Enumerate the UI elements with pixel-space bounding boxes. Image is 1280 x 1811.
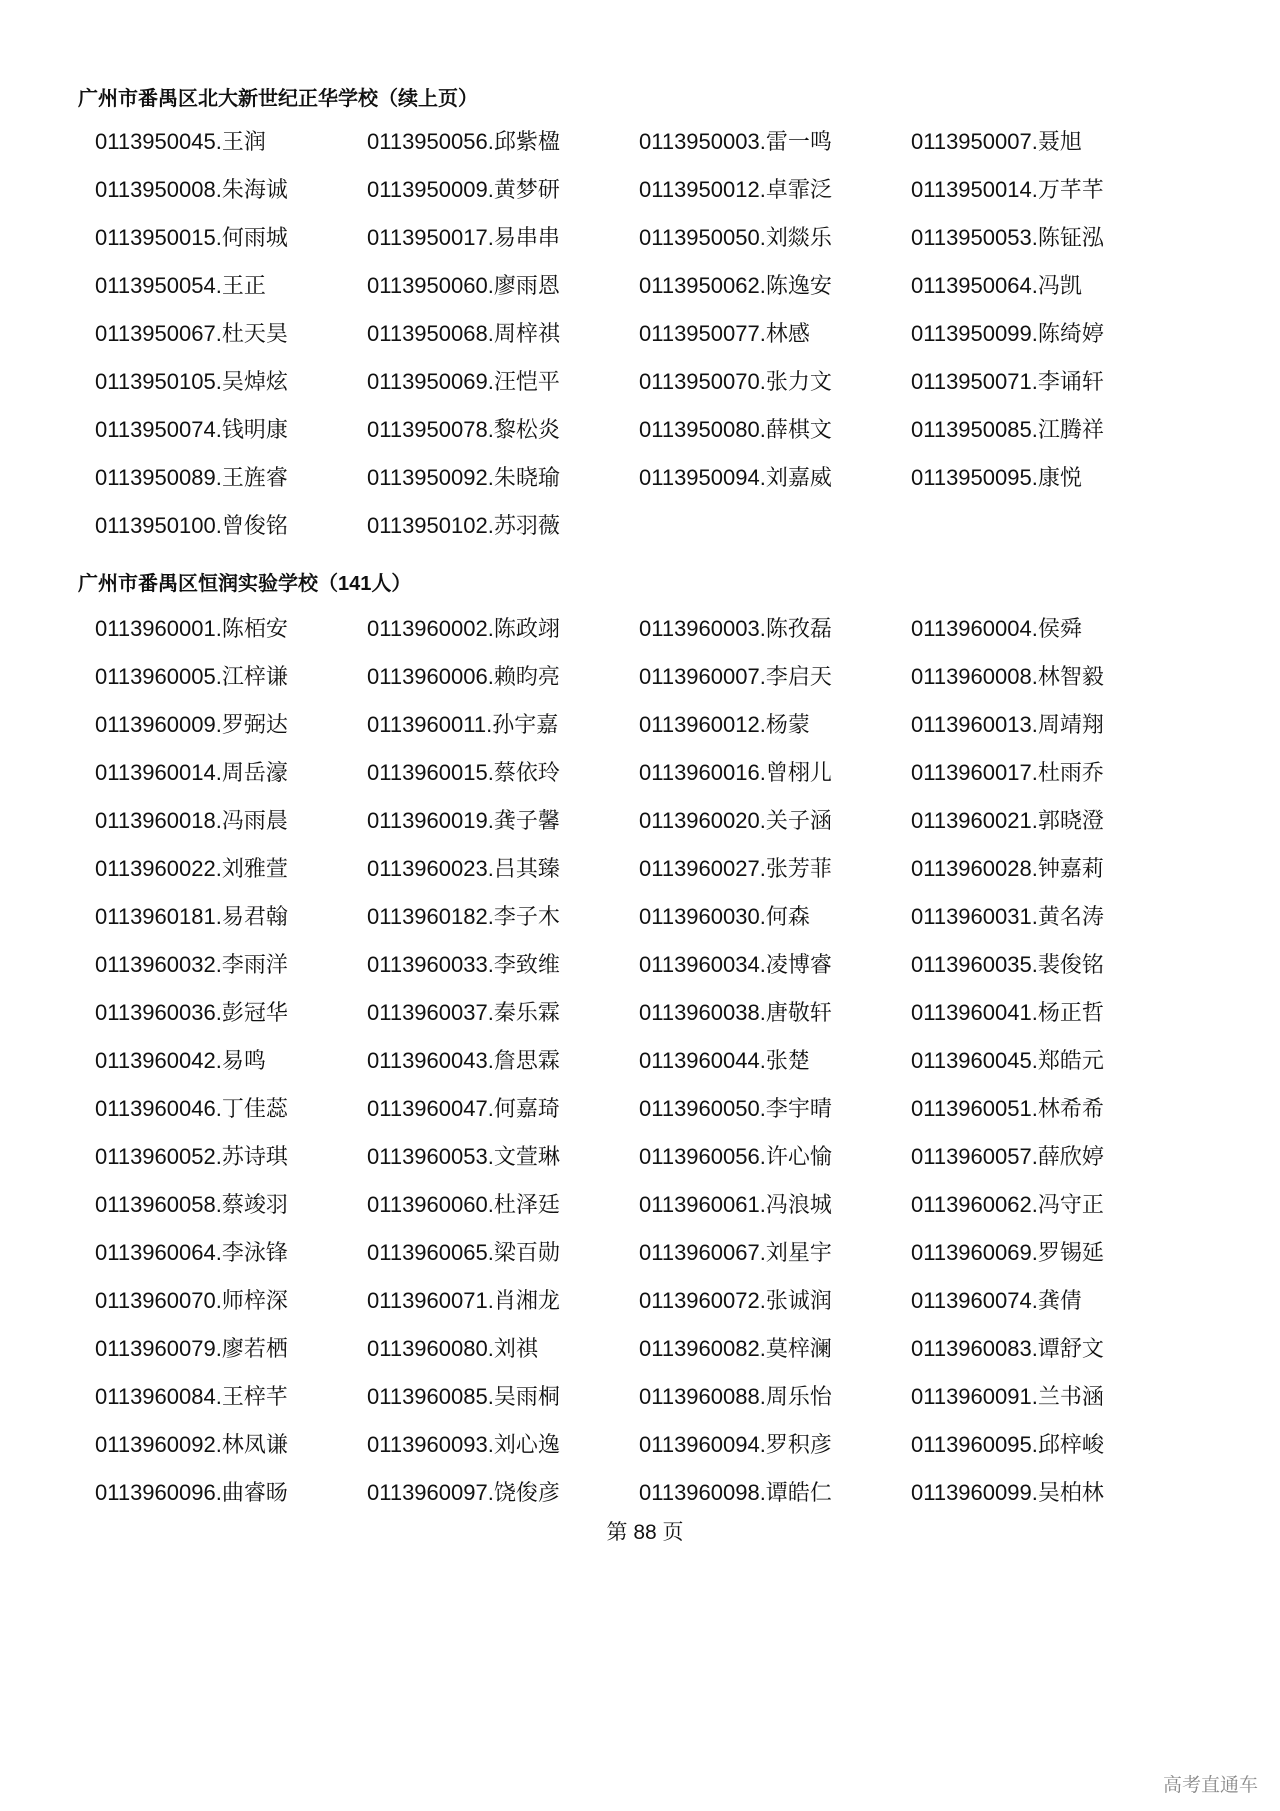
list-item: 0113960035.裴俊铭 — [911, 952, 1104, 977]
list-item: 0113960052.苏诗琪 — [95, 1144, 288, 1169]
list-item: 0113960007.李启天 — [639, 664, 832, 689]
list-item: 0113960042.易鸣 — [95, 1048, 266, 1073]
list-item: 0113960058.蔡竣羽 — [95, 1192, 288, 1217]
list-item: 0113950007.聂旭 — [911, 129, 1082, 154]
list-item: 0113950054.王正 — [95, 273, 266, 298]
list-item: 0113950056.邱紫楹 — [367, 129, 560, 154]
list-item: 0113960084.王梓芊 — [95, 1384, 288, 1409]
list-item: 0113950099.陈绮婷 — [911, 321, 1104, 346]
list-item: 0113960072.张诚润 — [639, 1288, 832, 1313]
list-item: 0113960182.李子木 — [367, 904, 560, 929]
list-item: 0113960001.陈栢安 — [95, 616, 288, 641]
list-item: 0113950078.黎松炎 — [367, 417, 560, 442]
list-item: 0113950012.卓霏泛 — [639, 177, 832, 202]
list-item: 0113960053.文萱琳 — [367, 1144, 560, 1169]
list-item: 0113960051.林希希 — [911, 1096, 1104, 1121]
list-item: 0113960064.李泳锋 — [95, 1240, 288, 1265]
list-item: 0113960008.林智毅 — [911, 664, 1104, 689]
list-item: 0113960083.谭舒文 — [911, 1336, 1104, 1361]
list-item: 0113960003.陈孜磊 — [639, 616, 832, 641]
list-item: 0113960046.丁佳蕊 — [95, 1096, 288, 1121]
list-item: 0113960085.吴雨桐 — [367, 1384, 560, 1409]
list-item: 0113950085.江腾祥 — [911, 417, 1104, 442]
list-item: 0113960050.李宇晴 — [639, 1096, 832, 1121]
list-item: 0113960030.何森 — [639, 904, 810, 929]
list-item: 0113960092.林凤谦 — [95, 1432, 288, 1457]
list-item: 0113950003.雷一鸣 — [639, 129, 832, 154]
list-item: 0113960022.刘雅萱 — [95, 856, 288, 881]
list-item: 0113950053.陈钲泓 — [911, 225, 1104, 250]
student-list-hengrun — [95, 605, 1183, 1517]
list-item: 0113950102.苏羽薇 — [367, 513, 560, 538]
list-item: 0113960012.杨蒙 — [639, 712, 810, 737]
list-item: 0113950092.朱晓瑜 — [367, 465, 560, 490]
list-item: 0113950080.薛棋文 — [639, 417, 832, 442]
list-item: 0113960005.江梓谦 — [95, 664, 288, 689]
list-item: 0113960020.关子涵 — [639, 808, 832, 833]
list-item: 0113960014.周岳濠 — [95, 760, 288, 785]
list-item: 0113960056.许心愉 — [639, 1144, 832, 1169]
list-item: 0113950009.黄梦研 — [367, 177, 560, 202]
list-item: 0113960036.彭冠华 — [95, 1000, 288, 1025]
list-item: 0113960091.兰书涵 — [911, 1384, 1104, 1409]
list-item: 0113960033.李致维 — [367, 952, 560, 977]
list-item: 0113960027.张芳菲 — [639, 856, 832, 881]
list-item: 0113960065.梁百勋 — [367, 1240, 560, 1265]
list-item: 0113960057.薛欣婷 — [911, 1144, 1104, 1169]
list-item: 0113960098.谭皓仁 — [639, 1480, 832, 1505]
list-item: 0113950015.何雨城 — [95, 225, 288, 250]
list-item: 0113950077.林感 — [639, 321, 810, 346]
list-item: 0113950069.汪恺平 — [367, 369, 560, 394]
list-item: 0113960041.杨正哲 — [911, 1000, 1104, 1025]
list-item: 0113960009.罗弼达 — [95, 712, 288, 737]
list-item: 0113960096.曲睿旸 — [95, 1480, 288, 1505]
list-item: 0113960082.莫梓澜 — [639, 1336, 832, 1361]
list-item: 0113950008.朱海诚 — [95, 177, 288, 202]
list-item: 0113960060.杜泽廷 — [367, 1192, 560, 1217]
list-item: 0113960099.吴柏林 — [911, 1480, 1104, 1505]
list-item: 0113960061.冯浪城 — [639, 1192, 832, 1217]
section-heading-zhenghua: 广州市番禺区北大新世纪正华学校（续上页） — [78, 88, 478, 110]
list-item: 0113960062.冯守正 — [911, 1192, 1104, 1217]
list-item: 0113950105.吴焯炫 — [95, 369, 288, 394]
list-item: 0113960045.郑皓元 — [911, 1048, 1104, 1073]
list-item: 0113960002.陈政翊 — [367, 616, 560, 641]
list-item: 0113950070.张力文 — [639, 369, 832, 394]
list-item: 0113950064.冯凯 — [911, 273, 1082, 298]
watermark: 高考直通车 — [1162, 1775, 1258, 1796]
list-item: 0113950050.刘燚乐 — [639, 225, 832, 250]
list-item: 0113950068.周梓祺 — [367, 321, 560, 346]
list-item: 0113950045.王润 — [95, 129, 266, 154]
list-item: 0113950095.康悦 — [911, 465, 1082, 490]
list-item: 0113960088.周乐怡 — [639, 1384, 832, 1409]
list-item: 0113960181.易君翰 — [95, 904, 288, 929]
list-item: 0113960093.刘心逸 — [367, 1432, 560, 1457]
list-item: 0113960069.罗锡延 — [911, 1240, 1104, 1265]
list-item: 0113950100.曾俊铭 — [95, 513, 288, 538]
list-item: 0113960015.蔡依玲 — [367, 760, 560, 785]
list-item: 0113960019.龚子馨 — [367, 808, 560, 833]
list-item: 0113950067.杜天昊 — [95, 321, 288, 346]
list-item: 0113960006.赖昀亮 — [367, 664, 560, 689]
list-item: 0113960044.张楚 — [639, 1048, 810, 1073]
list-item: 0113960067.刘星宇 — [639, 1240, 832, 1265]
list-item: 0113960047.何嘉琦 — [367, 1096, 560, 1121]
list-item: 0113960095.邱梓峻 — [911, 1432, 1104, 1457]
section-heading-hengrun: 广州市番禺区恒润实验学校（141人） — [78, 573, 412, 595]
list-item: 0113960043.詹思霖 — [367, 1048, 560, 1073]
list-item: 0113960094.罗积彦 — [639, 1432, 832, 1457]
list-item: 0113960037.秦乐霖 — [367, 1000, 560, 1025]
list-item: 0113960038.唐敬轩 — [639, 1000, 832, 1025]
student-list-zhenghua — [95, 118, 1183, 550]
page-number: 第 88 页 — [606, 1521, 684, 1544]
list-item: 0113960004.侯舜 — [911, 616, 1082, 641]
list-item: 0113960070.师梓深 — [95, 1288, 288, 1313]
list-item: 0113950071.李诵轩 — [911, 369, 1104, 394]
list-item: 0113960074.龚倩 — [911, 1288, 1082, 1313]
list-item: 0113960071.肖湘龙 — [367, 1288, 560, 1313]
list-item: 0113960028.钟嘉莉 — [911, 856, 1104, 881]
list-item: 0113960011.孙宇嘉 — [367, 712, 559, 737]
list-item: 0113960032.李雨洋 — [95, 952, 288, 977]
list-item: 0113960080.刘祺 — [367, 1336, 538, 1361]
list-item: 0113960079.廖若栖 — [95, 1336, 288, 1361]
list-item: 0113960097.饶俊彦 — [367, 1480, 560, 1505]
list-item: 0113950089.王旌睿 — [95, 465, 288, 490]
list-item: 0113960031.黄名涛 — [911, 904, 1104, 929]
list-item: 0113960021.郭晓澄 — [911, 808, 1104, 833]
list-item: 0113950060.廖雨恩 — [367, 273, 560, 298]
list-item: 0113950094.刘嘉威 — [639, 465, 832, 490]
list-item: 0113960034.凌博睿 — [639, 952, 832, 977]
list-item: 0113960013.周靖翔 — [911, 712, 1104, 737]
list-item: 0113960016.曾栩儿 — [639, 760, 832, 785]
list-item: 0113950062.陈逸安 — [639, 273, 832, 298]
list-item: 0113950017.易串串 — [367, 225, 560, 250]
list-item: 0113950074.钱明康 — [95, 417, 288, 442]
list-item: 0113960017.杜雨乔 — [911, 760, 1104, 785]
list-item: 0113950014.万芊芊 — [911, 177, 1104, 202]
list-item: 0113960023.吕其臻 — [367, 856, 560, 881]
list-item: 0113960018.冯雨晨 — [95, 808, 288, 833]
